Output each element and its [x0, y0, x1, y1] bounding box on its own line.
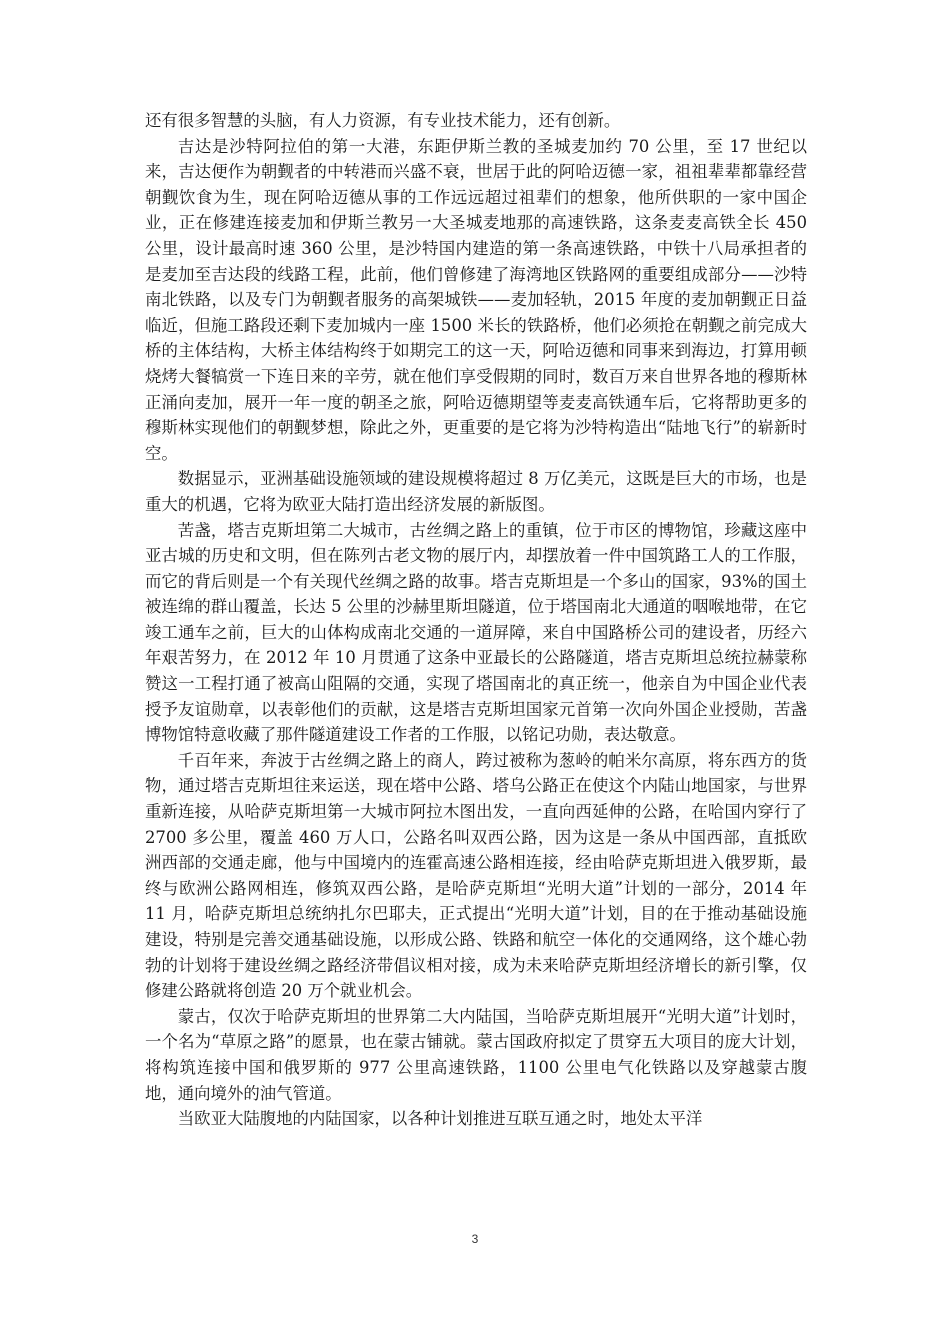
paragraph: 当欧亚大陆腹地的内陆国家，以各种计划推进互联互通之时，地处太平洋: [177, 1109, 703, 1129]
paragraph: 吉达是沙特阿拉伯的第一大港，东距伊斯兰教的圣城麦加约 70 公里，至 17 世纪以来，吉达便作为朝觐者的中转港而兴盛不衰，世居于此的阿哈迈德一家，祖祖辈辈都靠经营朝觐饮食为生，现在阿哈迈德从事的工作远远超过祖辈们的想象，他所供职的一家中国企业，正在修建连接麦加和伊斯兰教另一大圣城麦地那的高速铁路，这条麦麦高铁全长 450 公里，设计最高时速 360 公里，是沙特国内建造的第一条高速铁路，中铁十八局承担者的是麦加至吉达段的线路工程，此前，他们曾修建了海湾地区铁路网的重要组成部分——沙特南北铁路，以及专门为朝觐者服务的高架城铁——麦加轻轨，2015 年度的麦加朝觐正日益临近，但施工路段还剩下麦加城内一座 1500 米长的铁路桥，他们必须抢在朝觐之前完成大桥的主体结构，大桥主体结构终于如期完工的这一天，阿哈迈德和同事来到海边，打算用顿烧烤大餐犒赏一下连日来的辛劳，就在他们享受假期的同时，数百万来自世界各地的穆斯林正涌向麦加，展开一年一度的朝圣之旅，阿哈迈德期望等麦麦高铁通车后，它将帮助更多的穆斯林实现他们的朝觐梦想，除此之外，更重要的是它将为沙特构造出“陆地飞行”的崭新时空。: [145, 136, 807, 463]
page-number: 3: [471, 1232, 479, 1246]
paragraph: 数据显示，亚洲基础设施领域的建设规模将超过 8 万亿美元，这既是巨大的市场，也是重大的机遇，它将为欧亚大陆打造出经济发展的新版图。: [145, 469, 807, 514]
paragraph: 苦盏，塔吉克斯坦第二大城市，古丝绸之路上的重镇，位于市区的博物馆，珍藏这座中亚古城的历史和文明，但在陈列古老文物的展厅内，却摆放着一件中国筑路工人的工作服，而它的背后则是一个有关现代丝绸之路的故事。塔吉克斯坦是一个多山的国家，93%的国土被连绵的群山覆盖，长达 5 公里的沙赫里斯坦隧道，位于塔国南北大通道的咽喉地带，在它竣工通车之前，巨大的山体构成南北交通的一道屏障，来自中国路桥公司的建设者，历经六年艰苦努力，在 2012 年 10 月贯通了这条中亚最长的公路隧道，塔吉克斯坦总统拉赫蒙称赞这一工程打通了被高山阻隔的交通，实现了塔国南北的真正统一，他亲自为中国企业代表授予友谊勋章，以表彰他们的贡献，这是塔吉克斯坦国家元首第一次向外国企业授勋，苦盏博物馆特意收藏了那件隧道建设工作者的工作服，以铭记功勋，表达敬意。: [145, 520, 807, 745]
body-text: [145, 108, 807, 1132]
paragraph: 千百年来，奔波于古丝绸之路上的商人，跨过被称为葱岭的帕米尔高原，将东西方的货物，通过塔吉克斯坦往来运送，现在塔中公路、塔乌公路正在使这个内陆山地国家，与世界重新连接，从哈萨克斯坦第一大城市阿拉木图出发，一直向西延伸的公路，在哈国内穿行了 2700 多公里，覆盖 460 万人口，公路名叫双西公路，因为这是一条从中国西部，直抵欧洲西部的交通走廊，他与中国境内的连霍高速公路相连接，经由哈萨克斯坦进入俄罗斯，最终与欧洲公路网相连，修筑双西公路，是哈萨克斯坦“光明大道”计划的一部分，2014 年 11 月，哈萨克斯坦总统纳扎尔巴耶夫，正式提出“光明大道”计划，目的在于推动基础设施建设，特别是完善交通基础设施，以形成公路、铁路和航空一体化的交通网络，这个雄心勃勃的计划将于建设丝绸之路经济带倡议相对接，成为未来哈萨克斯坦经济增长的新引擎，仅修建公路就将创造 20 万个就业机会。: [145, 750, 807, 1001]
paragraph: 还有很多智慧的头脑，有人力资源，有专业技术能力，还有创新。: [145, 111, 621, 130]
paragraph: 蒙古，仅次于哈萨克斯坦的世界第二大内陆国，当哈萨克斯坦展开“光明大道”计划时，一个名为“草原之路”的愿景，也在蒙古铺就。蒙古国政府拟定了贯穿五大项目的庞大计划，将构筑连接中国和俄罗斯的 977 公里高速铁路，1100 公里电气化铁路以及穿越蒙古腹地，通向境外的油气管道。: [145, 1006, 807, 1103]
